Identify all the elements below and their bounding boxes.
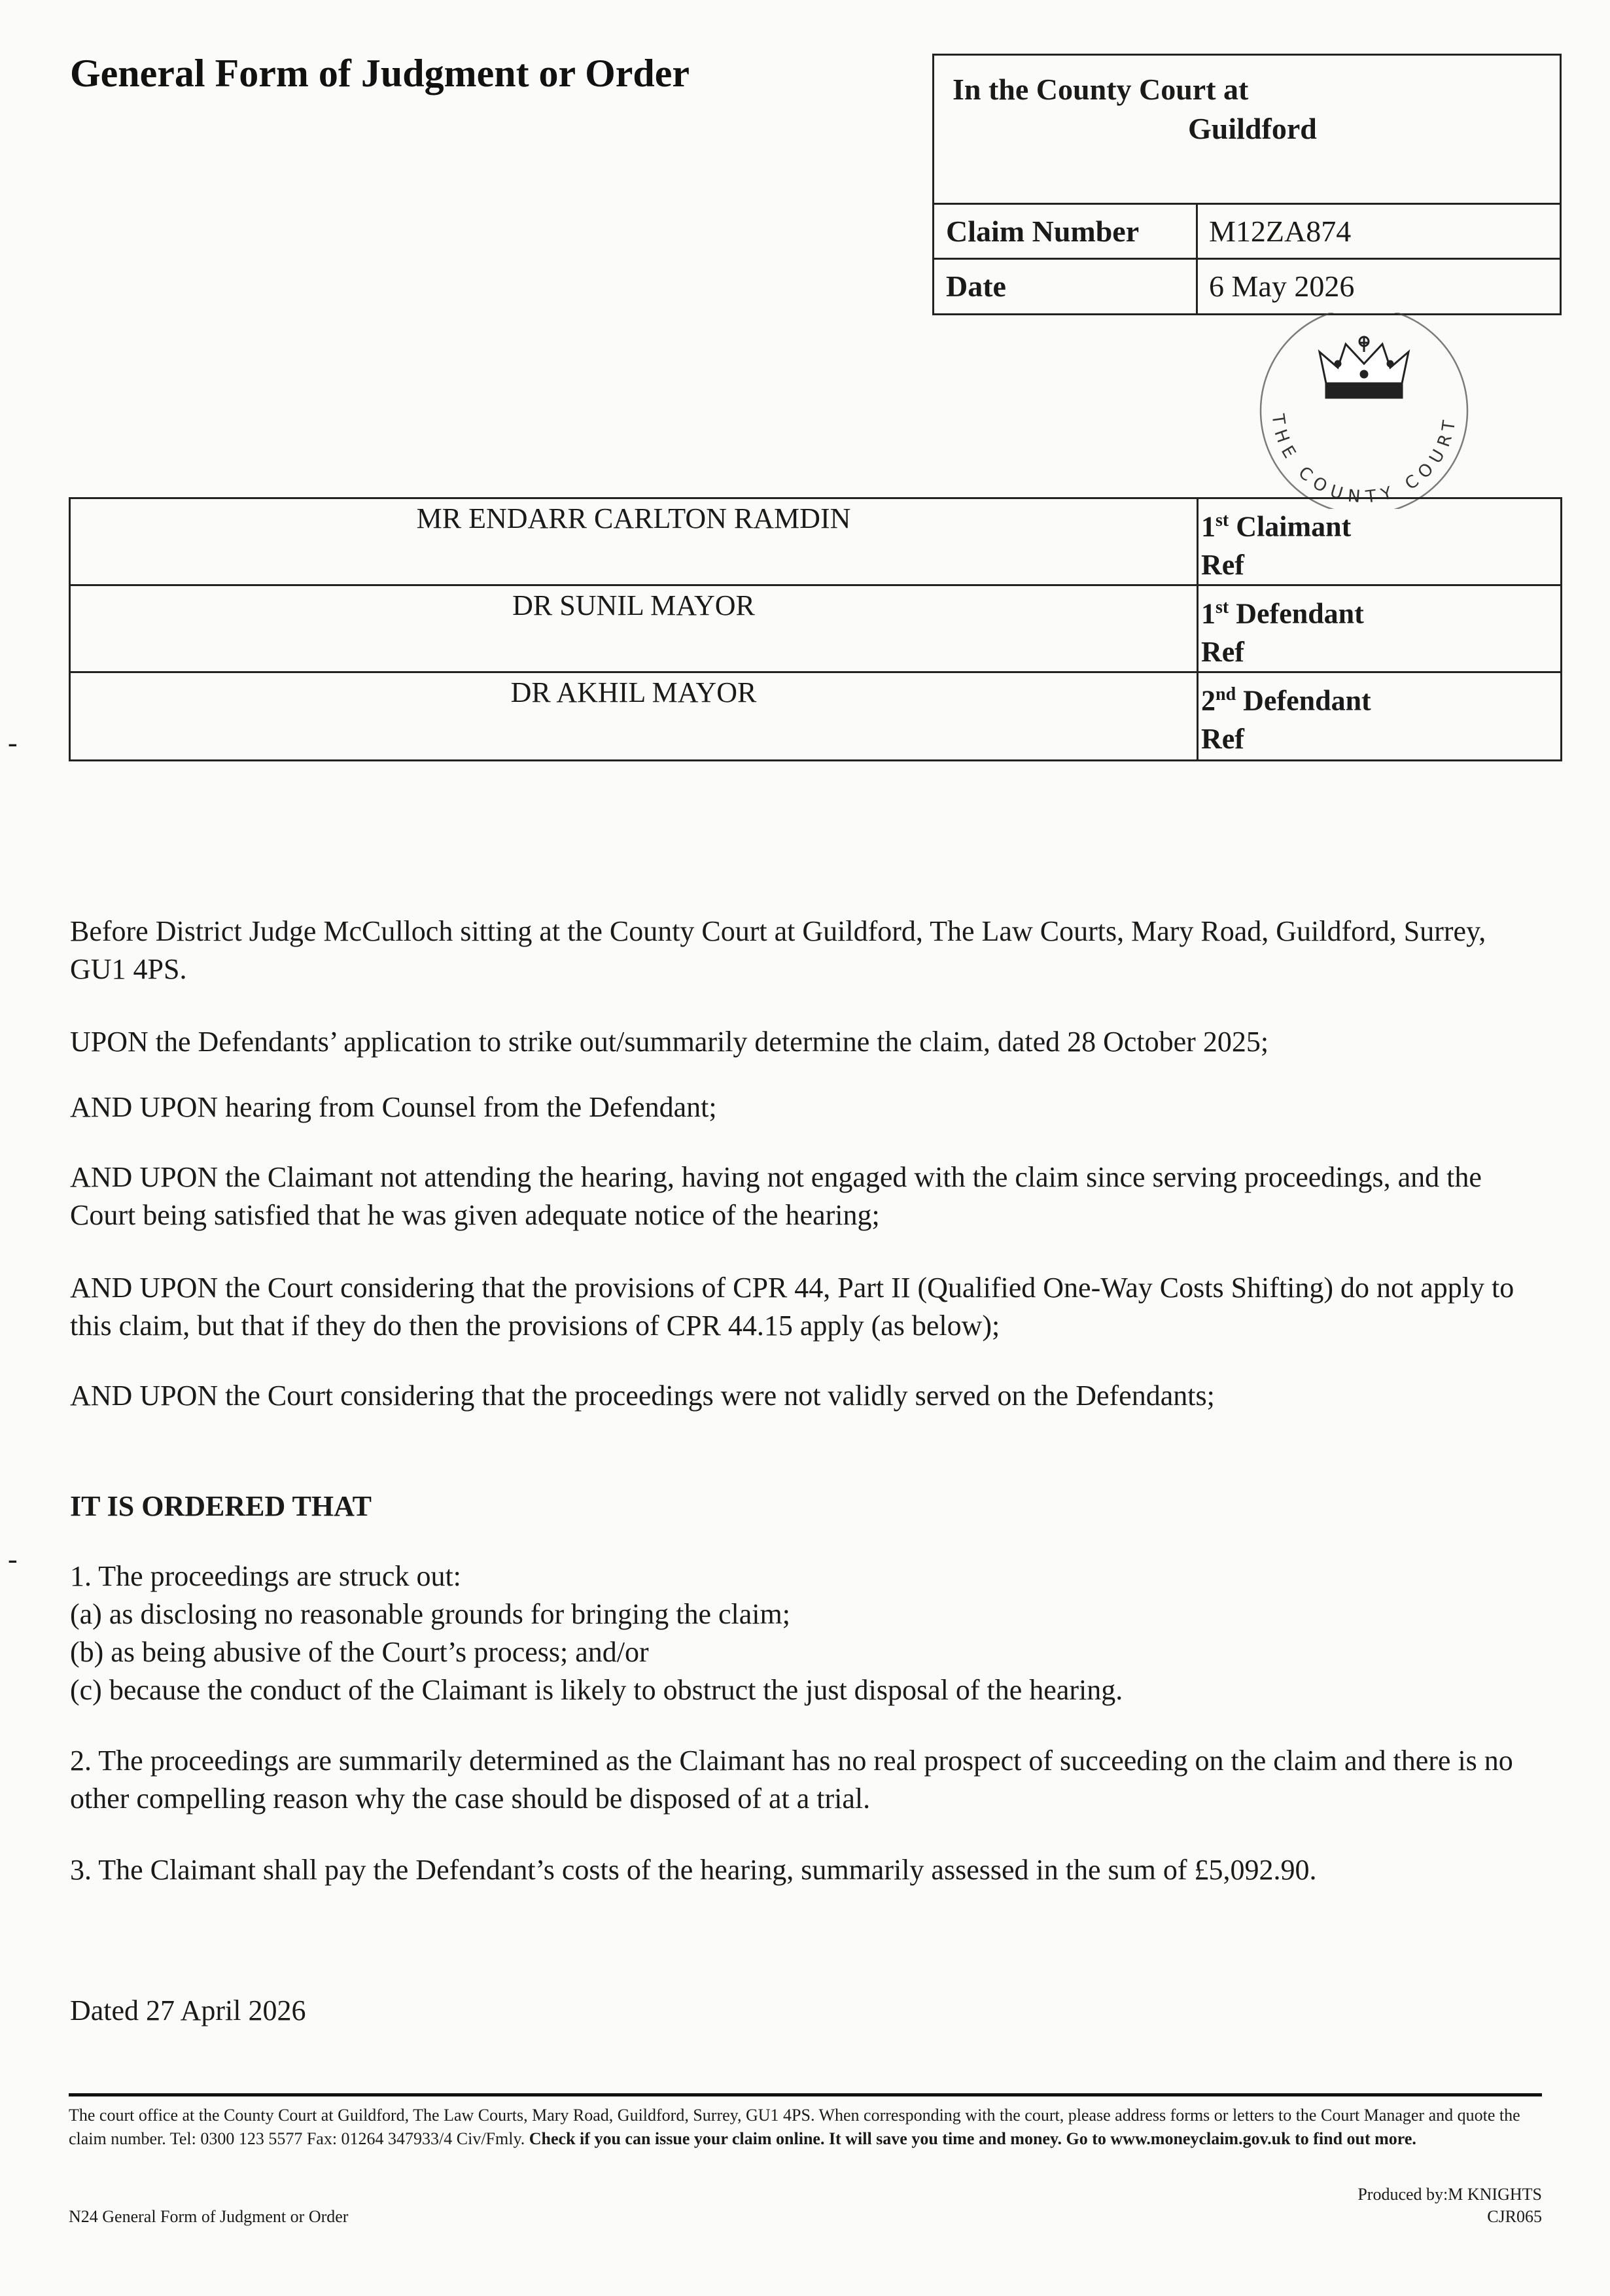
ordered-heading: IT IS ORDERED THAT	[70, 1490, 372, 1522]
party-role: 1st Claimant Ref	[1201, 510, 1352, 581]
before-judge-paragraph: Before District Judge McCulloch sitting at the County Court at Guildford, The Law Courts, Mary Road, Guildford, Surrey, GU1 4PS.	[70, 915, 1486, 985]
produced-by-name: Produced by:M KNIGHTS	[1357, 2185, 1542, 2204]
party-ref: Ref	[1201, 722, 1244, 755]
seal-text: THE COUNTY COURT	[1267, 413, 1461, 508]
party-name: MR ENDARR CARLTON RAMDIN	[71, 499, 1199, 584]
claim-number-label: Claim Number	[934, 205, 1198, 258]
party-row	[71, 673, 1560, 761]
party-role: 1st Defendant Ref	[1201, 597, 1364, 668]
recital-paragraph: AND UPON hearing from Counsel from the Defendant;	[70, 1091, 717, 1123]
order-subitem: (c) because the conduct of the Claimant is likely to obstruct the just disposal of the hearing.	[70, 1674, 1123, 1706]
order-subitem: (a) as disclosing no reasonable grounds for bringing the claim;	[70, 1598, 790, 1630]
party-row	[71, 586, 1560, 673]
parties-table	[69, 497, 1562, 761]
party-name: DR SUNIL MAYOR	[71, 586, 1199, 671]
order-subitem: (b) as being abusive of the Court’s process; and/or	[70, 1636, 649, 1668]
court-name	[934, 56, 1560, 205]
order-item: 2. The proceedings are summarily determined as the Claimant has no real prospect of succeeding on the claim and there is no other compelling reason why the case should be disposed of at a trial.	[70, 1745, 1513, 1815]
recital-paragraph: AND UPON the Court considering that the proceedings were not validly served on the Defendants;	[70, 1380, 1215, 1412]
footer-notice-bold: Check if you can issue your claim online. It will save you time and money. Go to www.moneyclaim.gov.uk to find out more.	[529, 2129, 1416, 2148]
court-seal	[1246, 313, 1482, 509]
party-ref: Ref	[1201, 635, 1244, 668]
margin-mark: -	[8, 727, 18, 759]
date-label: Date	[934, 260, 1198, 315]
date-value: 6 May 2026	[1209, 270, 1355, 303]
court-details-box	[932, 54, 1562, 315]
produced-by	[1357, 2183, 1542, 2228]
margin-mark: -	[8, 1543, 18, 1575]
party-name: DR AKHIL MAYOR	[71, 673, 1199, 761]
court-name-line2: Guildford	[1188, 112, 1317, 145]
party-ref: Ref	[1201, 548, 1244, 581]
claim-number-value: M12ZA874	[1209, 215, 1352, 248]
party-row	[71, 499, 1560, 586]
party-role: 2nd Defendant Ref	[1201, 684, 1371, 755]
claim-number-row	[934, 205, 1560, 260]
dated-line: Dated 27 April 2026	[70, 1994, 306, 2026]
order-item: 3. The Claimant shall pay the Defendant’s costs of the hearing, summarily assessed in the sum of £5,092.90.	[70, 1854, 1317, 1886]
court-name-line1: In the County Court at	[953, 73, 1249, 106]
recital-paragraph: AND UPON the Court considering that the provisions of CPR 44, Part II (Qualified One-Way Costs Shifting) do not apply to this claim, but that if they do then the provisions of CPR 44.15 apply (as below);	[70, 1272, 1514, 1342]
form-code: N24 General Form of Judgment or Order	[69, 2207, 349, 2226]
recital-paragraph: AND UPON the Claimant not attending the hearing, having not engaged with the claim since serving proceedings, and the Court being satisfied that he was given adequate notice of the hearing;	[70, 1161, 1482, 1231]
date-row	[934, 260, 1560, 315]
crown-icon	[1320, 337, 1409, 398]
recital-paragraph: UPON the Defendants’ application to strike out/summarily determine the claim, dated 28 October 2025;	[70, 1026, 1269, 1058]
reference-code: CJR065	[1487, 2207, 1542, 2226]
footer-divider	[69, 2093, 1542, 2096]
order-item: 1. The proceedings are struck out:	[70, 1560, 461, 1592]
footer-notice-text: The court office at the County Court at Guildford, The Law Courts, Mary Road, Guildford, Surrey, GU1 4PS. When corresponding with the court, please address forms or letters to the Court Manager and quote the claim number. Tel: 0300 123 5577 Fax: 01264 347933/4 Civ/Fmly.	[69, 2106, 1520, 2148]
footer-notice	[69, 2104, 1542, 2151]
page-title: General Form of Judgment or Order	[70, 52, 690, 95]
